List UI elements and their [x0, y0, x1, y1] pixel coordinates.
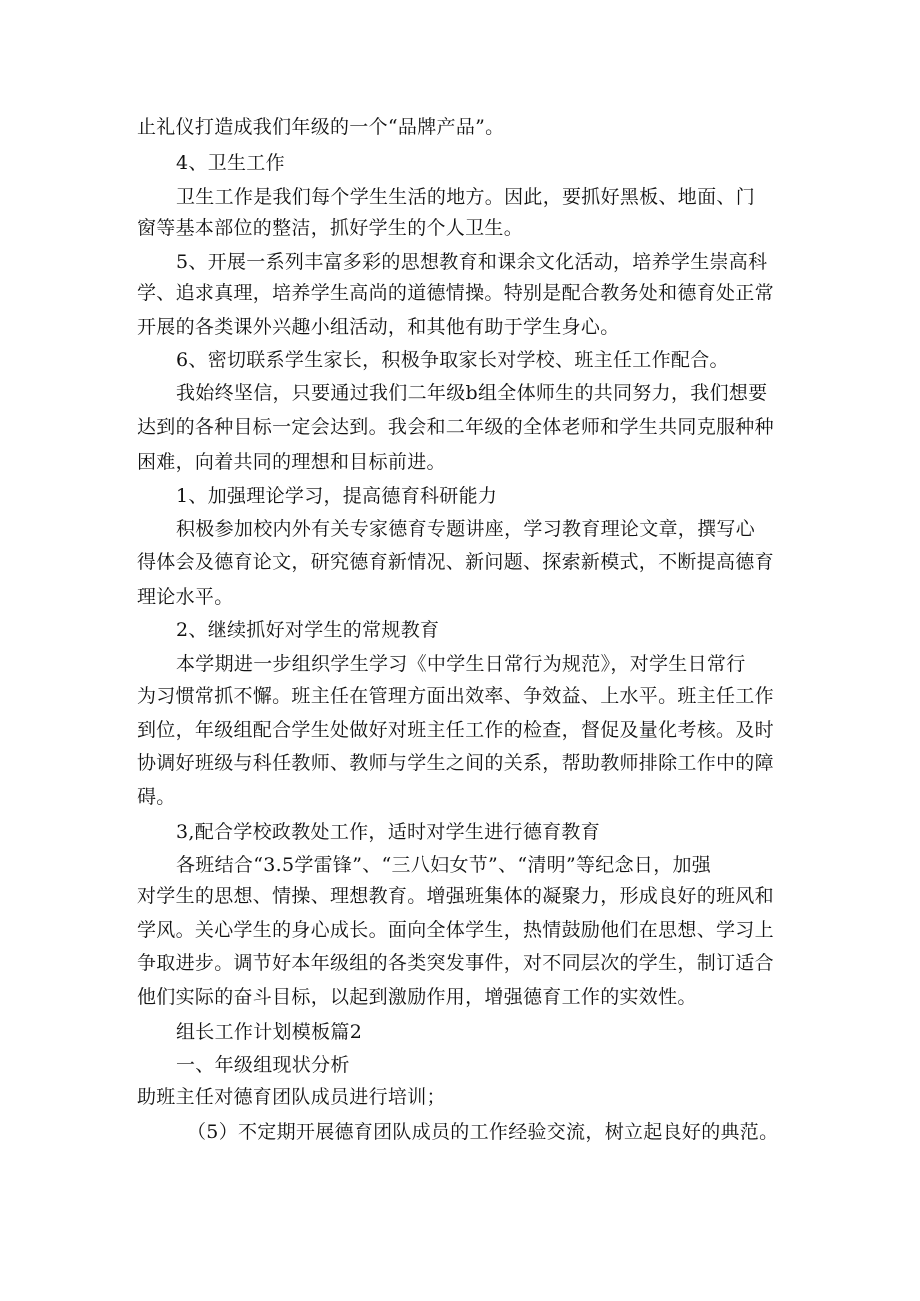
text-line: 助班主任对德育团队成员进行培训； [137, 1086, 446, 1108]
text-line: 困难，向着共同的理想和目标前进。 [137, 451, 446, 473]
text-line: 对学生的思想、情操、理想教育。增强班集体的凝聚力，形成良好的班风和 [137, 885, 774, 907]
text-line: 本学期进一步组织学生学习《中学生日常行为规范》，对学生日常行 [176, 653, 746, 675]
text-line: 学、追求真理，培养学生高尚的道德情操。特别是配合教务处和德育处正常 [137, 282, 774, 304]
text-line: 开展的各类课外兴趣小组活动，和其他有助于学生身心。 [137, 316, 620, 338]
text-line: （5）不定期开展德育团队成员的工作经验交流，树立起良好的典范。 [187, 1121, 779, 1143]
text-line: 窗等基本部位的整洁，抓好学生的个人卫生。 [137, 217, 524, 239]
text-line: 各班结合“3.5学雷锋”、“三八妇女节”、“清明”等纪念日，加强 [176, 854, 712, 876]
text-line: 他们实际的奋斗目标，以起到激励作用，增强德育工作的实效性。 [137, 986, 697, 1008]
text-line: 我始终坚信，只要通过我们二年级b组全体师生的共同努力，我们想要 [176, 382, 768, 404]
section-heading: 组长工作计划模板篇2 [176, 1021, 363, 1043]
text-line: 卫生工作是我们每个学生生活的地方。因此，要抓好黑板、地面、门 [176, 186, 756, 208]
text-line: 碍。 [137, 786, 176, 808]
text-line: 学风。关心学生的身心成长。面向全体学生，热情鼓励他们在思想、学习上 [137, 919, 774, 941]
text-line: 5、开展一系列丰富多彩的思想教育和课余文化活动，培养学生崇高科 [176, 251, 768, 273]
text-line: 到位，年级组配合学生处做好对班主任工作的检查，督促及量化考核。及时 [137, 719, 774, 741]
text-line: 6、密切联系学生家长，积极争取家长对学校、班主任工作配合。 [176, 349, 729, 371]
text-line: 积极参加校内外有关专家德育专题讲座，学习教育理论文章，撰写心 [176, 518, 756, 540]
section-heading: 4、卫生工作 [176, 152, 285, 174]
text-line: 达到的各种目标一定会达到。我会和二年级的全体老师和学生共同克服种种 [137, 416, 774, 438]
section-heading: 2、继续抓好对学生的常规教育 [176, 619, 440, 641]
text-line: 得体会及德育论文，研究德育新情况、新问题、探索新模式，不断提高德育 [137, 551, 774, 573]
section-heading: 一、年级组现状分析 [176, 1054, 350, 1076]
text-line: 理论水平。 [137, 586, 234, 608]
section-heading: 3,配合学校政教处工作，适时对学生进行德育教育 [176, 821, 601, 843]
text-line: 止礼仪打造成我们年级的一个“品牌产品”。 [137, 116, 505, 138]
text-line: 争取进步。调节好本年级组的各类突发事件，对不同层次的学生，制订适合 [137, 952, 774, 974]
text-line: 为习惯常抓不懈。班主任在管理方面出效率、争效益、上水平。班主任工作 [137, 685, 774, 707]
text-line: 协调好班级与科任教师、教师与学生之间的关系，帮助教师排除工作中的障 [137, 752, 774, 774]
section-heading: 1、加强理论学习，提高德育科研能力 [176, 485, 498, 507]
